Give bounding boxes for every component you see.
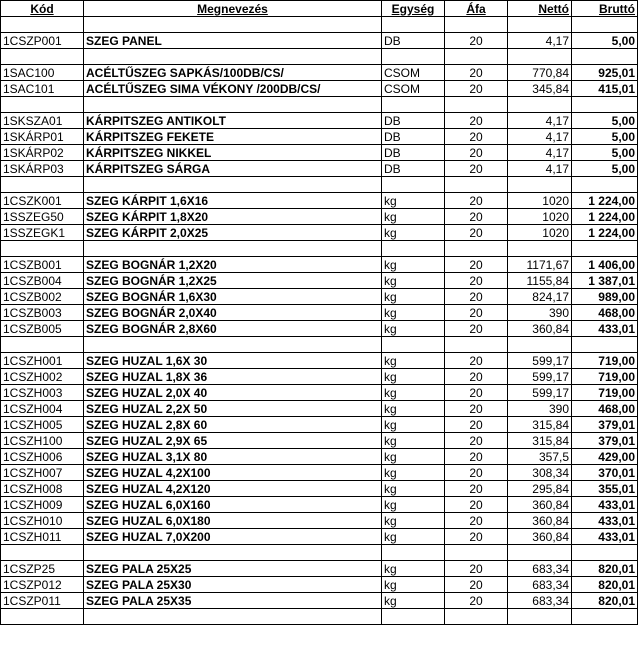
cell-megnevezes[interactable]: SZEG HUZAL 1,6X 30 [84,353,382,369]
cell-brutto[interactable]: 468,00 [572,305,638,321]
cell-kod[interactable]: 1CSZB003 [1,305,84,321]
cell-brutto[interactable]: 1 387,01 [572,273,638,289]
cell-afa[interactable]: 20 [445,417,508,433]
cell-megnevezes[interactable]: SZEG HUZAL 2,0X 40 [84,385,382,401]
cell-afa[interactable] [445,49,508,65]
cell-netto[interactable]: 1020 [508,225,572,241]
cell-brutto[interactable]: 5,00 [572,33,638,49]
cell-kod[interactable]: 1CSZH003 [1,385,84,401]
cell-kod[interactable]: 1CSZH008 [1,481,84,497]
cell-megnevezes[interactable]: SZEG BOGNÁR 2,8X60 [84,321,382,337]
cell-kod[interactable]: 1CSZP001 [1,33,84,49]
cell-netto[interactable]: 360,84 [508,321,572,337]
cell-egyseg[interactable]: kg [382,401,445,417]
cell-netto[interactable] [508,17,572,33]
table-row [1,481,638,497]
table-row [1,257,638,273]
cell-afa[interactable]: 20 [445,449,508,465]
table-row [1,161,638,177]
cell-brutto[interactable]: 820,01 [572,561,638,577]
cell-netto[interactable]: 390 [508,305,572,321]
cell-megnevezes[interactable]: SZEG PALA 25X30 [84,577,382,593]
cell-egyseg[interactable] [382,97,445,113]
cell-afa[interactable]: 20 [445,353,508,369]
cell-brutto[interactable]: 379,01 [572,417,638,433]
cell-egyseg[interactable] [382,177,445,193]
header-egyseg[interactable]: Egység [382,1,445,17]
cell-megnevezes[interactable]: SZEG PANEL [84,33,382,49]
cell-kod[interactable]: 1SSZEGK1 [1,225,84,241]
cell-afa[interactable]: 20 [445,481,508,497]
table-row [1,513,638,529]
cell-netto[interactable]: 599,17 [508,385,572,401]
table-row [1,145,638,161]
cell-netto[interactable] [508,609,572,625]
cell-kod[interactable]: 1CSZH007 [1,465,84,481]
cell-megnevezes[interactable]: SZEG BOGNÁR 1,2X20 [84,257,382,273]
cell-brutto[interactable] [572,337,638,353]
cell-megnevezes[interactable]: SZEG BOGNÁR 1,6X30 [84,289,382,305]
cell-afa[interactable] [445,337,508,353]
header-row [1,1,638,17]
spacer-row [1,49,638,65]
cell-kod[interactable]: 1CSZH006 [1,449,84,465]
cell-netto[interactable]: 4,17 [508,113,572,129]
cell-megnevezes[interactable]: SZEG PALA 25X25 [84,561,382,577]
cell-netto[interactable] [508,337,572,353]
cell-brutto[interactable]: 370,01 [572,465,638,481]
table-row [1,321,638,337]
cell-brutto[interactable] [572,17,638,33]
cell-afa[interactable]: 20 [445,225,508,241]
cell-egyseg[interactable] [382,241,445,257]
cell-brutto[interactable] [572,49,638,65]
cell-egyseg[interactable]: kg [382,433,445,449]
cell-kod[interactable]: 1SKÁRP01 [1,129,84,145]
cell-brutto[interactable]: 820,01 [572,577,638,593]
cell-brutto[interactable]: 820,01 [572,593,638,609]
table-row [1,353,638,369]
cell-netto[interactable] [508,177,572,193]
cell-brutto[interactable] [572,545,638,561]
cell-brutto[interactable]: 719,00 [572,385,638,401]
cell-netto[interactable]: 315,84 [508,433,572,449]
cell-afa[interactable]: 20 [445,257,508,273]
cell-kod[interactable]: 1CSZH002 [1,369,84,385]
cell-netto[interactable]: 824,17 [508,289,572,305]
cell-netto[interactable]: 360,84 [508,513,572,529]
header-afa[interactable]: Áfa [445,1,508,17]
cell-netto[interactable] [508,241,572,257]
cell-megnevezes[interactable] [84,17,382,33]
cell-kod[interactable]: 1CSZH001 [1,353,84,369]
table-body [1,17,638,625]
table-row [1,561,638,577]
cell-megnevezes[interactable]: SZEG KÁRPIT 2,0X25 [84,225,382,241]
table-row [1,33,638,49]
spacer-row [1,17,638,33]
cell-megnevezes[interactable]: SZEG PALA 25X35 [84,593,382,609]
cell-egyseg[interactable]: CSOM [382,81,445,97]
cell-brutto[interactable]: 433,01 [572,321,638,337]
cell-kod[interactable]: 1SKÁRP02 [1,145,84,161]
cell-afa[interactable]: 20 [445,401,508,417]
cell-netto[interactable] [508,49,572,65]
cell-kod[interactable]: 1SSZEG50 [1,209,84,225]
cell-brutto[interactable]: 1 224,00 [572,193,638,209]
table-row [1,129,638,145]
cell-brutto[interactable]: 355,01 [572,481,638,497]
cell-afa[interactable] [445,545,508,561]
cell-egyseg[interactable]: kg [382,289,445,305]
cell-afa[interactable] [445,97,508,113]
cell-netto[interactable]: 770,84 [508,65,572,81]
cell-afa[interactable]: 20 [445,209,508,225]
cell-egyseg[interactable]: kg [382,449,445,465]
cell-afa[interactable]: 20 [445,33,508,49]
cell-megnevezes[interactable]: SZEG BOGNÁR 2,0X40 [84,305,382,321]
cell-afa[interactable] [445,177,508,193]
cell-netto[interactable]: 4,17 [508,145,572,161]
cell-megnevezes[interactable]: ACÉLTŰSZEG SAPKÁS/100DB/CS/ [84,65,382,81]
cell-afa[interactable]: 20 [445,273,508,289]
cell-egyseg[interactable]: kg [382,529,445,545]
cell-megnevezes[interactable]: SZEG HUZAL 2,9X 65 [84,433,382,449]
cell-netto[interactable]: 357,5 [508,449,572,465]
cell-brutto[interactable]: 5,00 [572,129,638,145]
cell-brutto[interactable]: 429,00 [572,449,638,465]
cell-kod[interactable]: 1CSZH010 [1,513,84,529]
cell-megnevezes[interactable]: SZEG HUZAL 3,1X 80 [84,449,382,465]
table-row [1,289,638,305]
cell-netto[interactable]: 1020 [508,193,572,209]
cell-egyseg[interactable] [382,17,445,33]
cell-brutto[interactable]: 989,00 [572,289,638,305]
cell-egyseg[interactable]: DB [382,145,445,161]
spacer-row [1,337,638,353]
cell-kod[interactable] [1,177,84,193]
cell-egyseg[interactable]: kg [382,497,445,513]
cell-netto[interactable]: 1020 [508,209,572,225]
cell-afa[interactable]: 20 [445,321,508,337]
cell-brutto[interactable]: 1 224,00 [572,209,638,225]
cell-afa[interactable] [445,17,508,33]
cell-brutto[interactable]: 719,00 [572,369,638,385]
cell-brutto[interactable]: 1 406,00 [572,257,638,273]
spacer-row [1,545,638,561]
cell-kod[interactable]: 1CSZH005 [1,417,84,433]
cell-afa[interactable] [445,609,508,625]
cell-netto[interactable]: 390 [508,401,572,417]
cell-egyseg[interactable]: CSOM [382,65,445,81]
cell-kod[interactable]: 1CSZH004 [1,401,84,417]
cell-netto[interactable]: 1155,84 [508,273,572,289]
cell-afa[interactable]: 20 [445,289,508,305]
cell-afa[interactable]: 20 [445,497,508,513]
cell-kod[interactable]: 1SAC100 [1,65,84,81]
cell-egyseg[interactable]: kg [382,273,445,289]
cell-kod[interactable]: 1SAC101 [1,81,84,97]
cell-kod[interactable]: 1CSZP25 [1,561,84,577]
cell-megnevezes[interactable]: SZEG HUZAL 6,0X180 [84,513,382,529]
cell-afa[interactable]: 20 [445,433,508,449]
cell-netto[interactable]: 295,84 [508,481,572,497]
table-row [1,273,638,289]
table-row [1,497,638,513]
table-row [1,593,638,609]
cell-megnevezes[interactable]: KÁRPITSZEG FEKETE [84,129,382,145]
cell-egyseg[interactable]: kg [382,385,445,401]
cell-kod[interactable]: 1CSZK001 [1,193,84,209]
spacer-row [1,177,638,193]
cell-megnevezes[interactable]: KÁRPITSZEG NIKKEL [84,145,382,161]
cell-brutto[interactable]: 379,01 [572,433,638,449]
table-row [1,385,638,401]
cell-brutto[interactable]: 468,00 [572,401,638,417]
cell-afa[interactable]: 20 [445,385,508,401]
cell-egyseg[interactable]: kg [382,593,445,609]
cell-brutto[interactable] [572,97,638,113]
header-kod[interactable]: Kód [1,1,84,17]
cell-egyseg[interactable]: kg [382,561,445,577]
cell-egyseg[interactable]: kg [382,417,445,433]
cell-afa[interactable]: 20 [445,593,508,609]
cell-kod[interactable] [1,241,84,257]
cell-megnevezes[interactable]: SZEG HUZAL 2,8X 60 [84,417,382,433]
cell-megnevezes[interactable]: SZEG HUZAL 7,0X200 [84,529,382,545]
cell-egyseg[interactable]: kg [382,369,445,385]
cell-afa[interactable]: 20 [445,113,508,129]
cell-netto[interactable]: 4,17 [508,33,572,49]
cell-megnevezes[interactable] [84,337,382,353]
cell-megnevezes[interactable]: SZEG KÁRPIT 1,6X16 [84,193,382,209]
cell-megnevezes[interactable]: SZEG BOGNÁR 1,2X25 [84,273,382,289]
cell-kod[interactable]: 1CSZP012 [1,577,84,593]
table-row [1,465,638,481]
cell-megnevezes[interactable]: SZEG HUZAL 6,0X160 [84,497,382,513]
cell-kod[interactable]: 1SKSZA01 [1,113,84,129]
cell-afa[interactable]: 20 [445,577,508,593]
cell-afa[interactable]: 20 [445,161,508,177]
cell-egyseg[interactable]: DB [382,33,445,49]
cell-netto[interactable]: 4,17 [508,129,572,145]
cell-netto[interactable]: 599,17 [508,353,572,369]
cell-netto[interactable]: 315,84 [508,417,572,433]
table-row [1,193,638,209]
cell-afa[interactable]: 20 [445,193,508,209]
cell-megnevezes[interactable] [84,609,382,625]
cell-brutto[interactable]: 719,00 [572,353,638,369]
cell-kod[interactable]: 1CSZB004 [1,273,84,289]
spacer-row [1,97,638,113]
cell-egyseg[interactable] [382,49,445,65]
cell-netto[interactable]: 599,17 [508,369,572,385]
cell-kod[interactable]: 1CSZH011 [1,529,84,545]
cell-netto[interactable]: 345,84 [508,81,572,97]
cell-egyseg[interactable]: kg [382,193,445,209]
cell-egyseg[interactable]: DB [382,113,445,129]
cell-kod[interactable]: 1CSZH100 [1,433,84,449]
cell-netto[interactable]: 308,34 [508,465,572,481]
cell-kod[interactable] [1,609,84,625]
cell-megnevezes[interactable]: SZEG HUZAL 1,8X 36 [84,369,382,385]
cell-netto[interactable]: 360,84 [508,529,572,545]
table-row [1,65,638,81]
cell-netto[interactable]: 4,17 [508,161,572,177]
cell-kod[interactable] [1,97,84,113]
cell-megnevezes[interactable] [84,177,382,193]
cell-afa[interactable]: 20 [445,145,508,161]
cell-brutto[interactable]: 1 224,00 [572,225,638,241]
cell-kod[interactable] [1,337,84,353]
cell-afa[interactable]: 20 [445,81,508,97]
cell-egyseg[interactable]: kg [382,305,445,321]
cell-brutto[interactable]: 5,00 [572,161,638,177]
cell-megnevezes[interactable]: SZEG KÁRPIT 1,8X20 [84,209,382,225]
table-row [1,113,638,129]
cell-brutto[interactable]: 925,01 [572,65,638,81]
cell-brutto[interactable] [572,609,638,625]
cell-brutto[interactable] [572,177,638,193]
cell-egyseg[interactable]: kg [382,257,445,273]
cell-brutto[interactable] [572,241,638,257]
cell-kod[interactable]: 1CSZB001 [1,257,84,273]
cell-egyseg[interactable]: kg [382,209,445,225]
cell-egyseg[interactable]: kg [382,321,445,337]
cell-egyseg[interactable]: kg [382,353,445,369]
cell-megnevezes[interactable]: KÁRPITSZEG ANTIKOLT [84,113,382,129]
cell-brutto[interactable]: 433,01 [572,529,638,545]
cell-brutto[interactable]: 433,01 [572,513,638,529]
spacer-row [1,241,638,257]
cell-kod[interactable]: 1CSZB002 [1,289,84,305]
table-row [1,433,638,449]
cell-netto[interactable]: 683,34 [508,577,572,593]
cell-megnevezes[interactable]: SZEG HUZAL 4,2X100 [84,465,382,481]
cell-kod[interactable]: 1CSZP011 [1,593,84,609]
cell-egyseg[interactable] [382,337,445,353]
cell-megnevezes[interactable] [84,545,382,561]
cell-netto[interactable] [508,97,572,113]
cell-afa[interactable]: 20 [445,513,508,529]
table-row [1,401,638,417]
cell-egyseg[interactable]: kg [382,481,445,497]
spacer-row [1,609,638,625]
cell-kod[interactable]: 1CSZH009 [1,497,84,513]
cell-brutto[interactable]: 415,01 [572,81,638,97]
cell-megnevezes[interactable] [84,97,382,113]
cell-kod[interactable] [1,545,84,561]
cell-brutto[interactable]: 5,00 [572,145,638,161]
table-row [1,225,638,241]
cell-egyseg[interactable] [382,545,445,561]
cell-kod[interactable]: 1CSZB005 [1,321,84,337]
cell-afa[interactable]: 20 [445,529,508,545]
cell-afa[interactable]: 20 [445,561,508,577]
cell-netto[interactable] [508,545,572,561]
header-brutto[interactable]: Bruttó [572,1,638,17]
header-netto[interactable]: Nettó [508,1,572,17]
cell-megnevezes[interactable]: ACÉLTŰSZEG SIMA VÉKONY /200DB/CS/ [84,81,382,97]
table-row [1,305,638,321]
cell-netto[interactable]: 360,84 [508,497,572,513]
cell-afa[interactable]: 20 [445,465,508,481]
cell-afa[interactable]: 20 [445,65,508,81]
cell-netto[interactable]: 1171,67 [508,257,572,273]
cell-netto[interactable]: 683,34 [508,593,572,609]
cell-brutto[interactable]: 433,01 [572,497,638,513]
cell-megnevezes[interactable] [84,49,382,65]
cell-kod[interactable] [1,49,84,65]
cell-afa[interactable]: 20 [445,129,508,145]
cell-kod[interactable] [1,17,84,33]
table-row [1,577,638,593]
cell-brutto[interactable]: 5,00 [572,113,638,129]
cell-afa[interactable]: 20 [445,369,508,385]
cell-egyseg[interactable]: DB [382,161,445,177]
cell-afa[interactable]: 20 [445,305,508,321]
cell-afa[interactable] [445,241,508,257]
cell-egyseg[interactable]: kg [382,577,445,593]
table-row [1,209,638,225]
cell-megnevezes[interactable]: SZEG HUZAL 2,2X 50 [84,401,382,417]
table-row [1,417,638,433]
table-row [1,369,638,385]
cell-egyseg[interactable]: kg [382,465,445,481]
table-row [1,529,638,545]
table-row [1,449,638,465]
cell-egyseg[interactable]: DB [382,129,445,145]
cell-megnevezes[interactable]: SZEG HUZAL 4,2X120 [84,481,382,497]
cell-megnevezes[interactable] [84,241,382,257]
header-megnevezes[interactable]: Megnevezés [84,1,382,17]
cell-egyseg[interactable]: kg [382,513,445,529]
table-row [1,81,638,97]
cell-megnevezes[interactable]: KÁRPITSZEG SÁRGA [84,161,382,177]
cell-kod[interactable]: 1SKÁRP03 [1,161,84,177]
cell-netto[interactable]: 683,34 [508,561,572,577]
cell-egyseg[interactable] [382,609,445,625]
cell-egyseg[interactable]: kg [382,225,445,241]
